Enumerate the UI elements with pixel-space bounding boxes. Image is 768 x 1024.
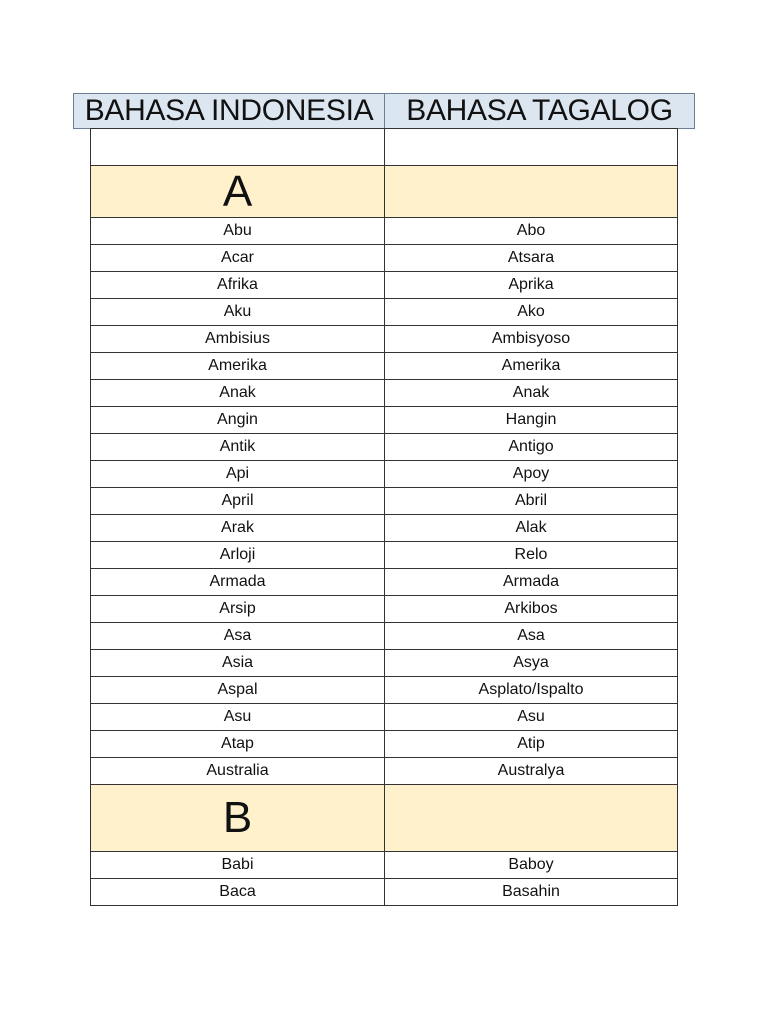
- indonesian-word: Australia: [91, 758, 385, 785]
- table-row: [91, 488, 678, 515]
- header-tagalog: BAHASA TAGALOG: [406, 94, 673, 127]
- table-row: [91, 879, 678, 906]
- indonesian-word: Afrika: [91, 272, 385, 299]
- table-row: [91, 461, 678, 488]
- tagalog-word: Ambisyoso: [385, 326, 678, 353]
- tagalog-word: Basahin: [385, 879, 678, 906]
- tagalog-word: Alak: [385, 515, 678, 542]
- section-letter-empty: [385, 166, 678, 218]
- table-row: [91, 245, 678, 272]
- table-row: [91, 326, 678, 353]
- tagalog-word: Australya: [385, 758, 678, 785]
- tagalog-word: Abo: [385, 218, 678, 245]
- indonesian-word: Arloji: [91, 542, 385, 569]
- table-row: [91, 650, 678, 677]
- indonesian-word: Acar: [91, 245, 385, 272]
- tagalog-word: Aprika: [385, 272, 678, 299]
- table-row: [91, 353, 678, 380]
- table-row: [91, 569, 678, 596]
- indonesian-word: Api: [91, 461, 385, 488]
- indonesian-word: Anak: [91, 380, 385, 407]
- table-row: [91, 731, 678, 758]
- table-row: [91, 434, 678, 461]
- tagalog-word: Amerika: [385, 353, 678, 380]
- table-row: [91, 299, 678, 326]
- indonesian-word: Aku: [91, 299, 385, 326]
- indonesian-word: Asia: [91, 650, 385, 677]
- table-row: [91, 542, 678, 569]
- section-letter-row: [91, 785, 678, 852]
- indonesian-word: Aspal: [91, 677, 385, 704]
- tagalog-word: Abril: [385, 488, 678, 515]
- tagalog-word: Hangin: [385, 407, 678, 434]
- table-row: [91, 218, 678, 245]
- indonesian-word: Arsip: [91, 596, 385, 623]
- section-letter-empty: [385, 785, 678, 852]
- section-letter: A: [91, 166, 385, 218]
- tagalog-word: Armada: [385, 569, 678, 596]
- indonesian-word: Antik: [91, 434, 385, 461]
- indonesian-word: April: [91, 488, 385, 515]
- tagalog-word: Asplato/Ispalto: [385, 677, 678, 704]
- section-letter: B: [91, 785, 385, 852]
- indonesian-word: Babi: [91, 852, 385, 879]
- indonesian-word: Ambisius: [91, 326, 385, 353]
- header-indonesian: BAHASA INDONESIA: [74, 94, 385, 128]
- table-row: [91, 407, 678, 434]
- tagalog-word: Arkibos: [385, 596, 678, 623]
- tagalog-word: Asu: [385, 704, 678, 731]
- indonesian-word: Amerika: [91, 353, 385, 380]
- blank-cell: [385, 129, 678, 166]
- indonesian-word: Armada: [91, 569, 385, 596]
- dictionary-table: [90, 128, 678, 906]
- table-header: [73, 93, 695, 129]
- table-row: [91, 704, 678, 731]
- indonesian-word: Abu: [91, 218, 385, 245]
- table-row: [91, 758, 678, 785]
- indonesian-word: Arak: [91, 515, 385, 542]
- indonesian-word: Baca: [91, 879, 385, 906]
- table-row: [91, 272, 678, 299]
- indonesian-word: Angin: [91, 407, 385, 434]
- table-row: [91, 852, 678, 879]
- indonesian-word: Atap: [91, 731, 385, 758]
- table-row: [91, 515, 678, 542]
- tagalog-word: Asa: [385, 623, 678, 650]
- table-row: [91, 623, 678, 650]
- dictionary-body: [91, 129, 678, 906]
- tagalog-word: Atsara: [385, 245, 678, 272]
- tagalog-word: Relo: [385, 542, 678, 569]
- table-row: [91, 677, 678, 704]
- blank-cell: [91, 129, 385, 166]
- section-letter-row: [91, 166, 678, 218]
- tagalog-word: Antigo: [385, 434, 678, 461]
- tagalog-word: Asya: [385, 650, 678, 677]
- blank-row: [91, 129, 678, 166]
- tagalog-word: Baboy: [385, 852, 678, 879]
- tagalog-word: Anak: [385, 380, 678, 407]
- table-row: [91, 596, 678, 623]
- indonesian-word: Asu: [91, 704, 385, 731]
- indonesian-word: Asa: [91, 623, 385, 650]
- tagalog-word: Ako: [385, 299, 678, 326]
- tagalog-word: Atip: [385, 731, 678, 758]
- tagalog-word: Apoy: [385, 461, 678, 488]
- table-row: [91, 380, 678, 407]
